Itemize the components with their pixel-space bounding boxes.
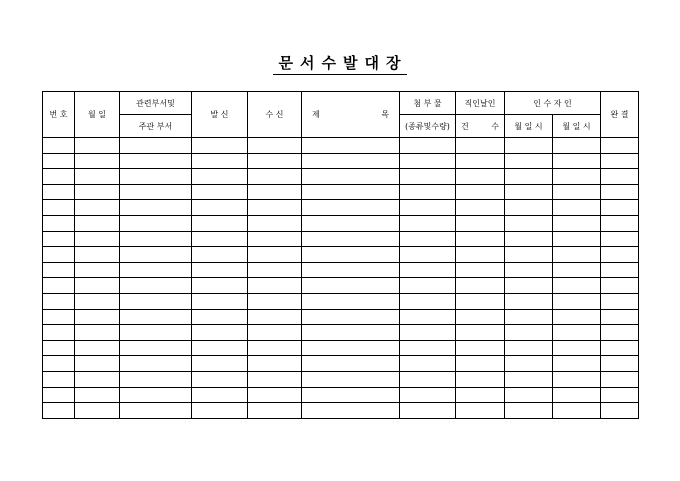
table-cell[interactable] [43,262,75,278]
table-cell[interactable] [400,231,456,247]
table-cell[interactable] [400,215,456,231]
table-cell[interactable] [601,262,639,278]
table-cell[interactable] [248,356,302,372]
table-cell[interactable] [43,184,75,200]
table-cell[interactable] [192,371,248,387]
table-cell[interactable] [302,340,400,356]
table-cell[interactable] [43,215,75,231]
table-cell[interactable] [75,387,120,403]
table-row [43,387,639,403]
table-cell[interactable] [553,231,601,247]
table-cell[interactable] [302,247,400,263]
table-row [43,231,639,247]
table-cell[interactable] [505,309,553,325]
table-cell[interactable] [553,340,601,356]
table-cell[interactable] [553,293,601,309]
table-cell[interactable] [302,153,400,169]
table-cell[interactable] [456,169,505,185]
table-cell[interactable] [43,278,75,294]
table-cell[interactable] [192,153,248,169]
table-row [43,247,639,263]
table-cell[interactable] [456,138,505,154]
table-cell[interactable] [192,247,248,263]
table-cell[interactable] [456,184,505,200]
table-cell[interactable] [553,403,601,419]
table-cell[interactable] [302,231,400,247]
table-cell[interactable] [601,278,639,294]
table-cell[interactable] [43,325,75,341]
table-cell[interactable] [302,371,400,387]
table-cell[interactable] [601,169,639,185]
table-row [43,403,639,419]
table-cell[interactable] [248,184,302,200]
table-cell[interactable] [505,184,553,200]
table-row [43,278,639,294]
table-row [43,356,639,372]
table-row [43,325,639,341]
table-cell[interactable] [248,138,302,154]
table-cell[interactable] [192,262,248,278]
table-cell[interactable] [120,247,192,263]
table-cell[interactable] [505,278,553,294]
header-date: 월 일 [75,92,120,138]
table-cell[interactable] [120,340,192,356]
table-cell[interactable] [505,200,553,216]
table-cell[interactable] [456,278,505,294]
table-cell[interactable] [120,293,192,309]
page-title: 문서수발대장 [0,52,680,73]
table-cell[interactable] [400,403,456,419]
table-cell[interactable] [248,262,302,278]
table-cell[interactable] [553,247,601,263]
table-cell[interactable] [601,403,639,419]
table-cell[interactable] [400,184,456,200]
header-seal-right: 수 [491,121,499,131]
table-cell[interactable] [248,371,302,387]
header-row-1 [43,92,639,115]
table-cell[interactable] [505,215,553,231]
table-cell[interactable] [400,340,456,356]
table-cell[interactable] [505,231,553,247]
table-cell[interactable] [75,356,120,372]
header-dept-line1: 관련부서및 [120,92,192,115]
table-cell[interactable] [248,169,302,185]
table-cell[interactable] [456,356,505,372]
table-cell[interactable] [302,403,400,419]
table-cell[interactable] [601,309,639,325]
table-cell[interactable] [120,371,192,387]
table-cell[interactable] [43,387,75,403]
table-row [43,215,639,231]
table-cell[interactable] [505,293,553,309]
table-cell[interactable] [43,371,75,387]
table-cell[interactable] [75,200,120,216]
table-cell[interactable] [120,200,192,216]
table-cell[interactable] [192,340,248,356]
table-cell[interactable] [456,262,505,278]
table-cell[interactable] [400,309,456,325]
header-subject-left: 제 [312,110,320,119]
table-cell[interactable] [75,403,120,419]
table-cell[interactable] [248,231,302,247]
table-cell[interactable] [553,262,601,278]
table-cell[interactable] [120,387,192,403]
table-cell[interactable] [120,138,192,154]
table-cell[interactable] [192,184,248,200]
table-cell[interactable] [505,403,553,419]
table-cell[interactable] [400,278,456,294]
table-row [43,200,639,216]
table-cell[interactable] [302,138,400,154]
table-cell[interactable] [75,215,120,231]
table-cell[interactable] [601,293,639,309]
header-dept-line2: 주관 부서 [120,115,192,138]
table-cell[interactable] [302,356,400,372]
table-cell[interactable] [192,325,248,341]
table-cell[interactable] [248,200,302,216]
table-cell[interactable] [400,169,456,185]
table-cell[interactable] [553,215,601,231]
header-receiver-person: 인 수 자 인 [505,92,601,115]
table-cell[interactable] [505,138,553,154]
table-cell[interactable] [456,325,505,341]
table-cell[interactable] [553,169,601,185]
table-cell[interactable] [302,262,400,278]
table-cell[interactable] [505,262,553,278]
table-row [43,340,639,356]
table-cell[interactable] [456,387,505,403]
table-cell[interactable] [400,325,456,341]
table-row [43,293,639,309]
table-cell[interactable] [43,200,75,216]
table-cell[interactable] [456,371,505,387]
table-cell[interactable] [75,184,120,200]
table-cell[interactable] [120,325,192,341]
table-cell[interactable] [302,184,400,200]
table-cell[interactable] [120,215,192,231]
header-attach-line1: 첨 부 물 [400,92,456,115]
table-cell[interactable] [302,200,400,216]
table-cell[interactable] [75,262,120,278]
table-cell[interactable] [192,200,248,216]
table-cell[interactable] [248,215,302,231]
header-approval: 완 결 [601,92,639,138]
table-cell[interactable] [400,371,456,387]
table-cell[interactable] [553,325,601,341]
table-cell[interactable] [302,278,400,294]
table-cell[interactable] [553,153,601,169]
table-cell[interactable] [400,200,456,216]
table-cell[interactable] [120,403,192,419]
table-cell[interactable] [505,387,553,403]
header-attach-line2: (종류및수량) [400,115,456,138]
table-cell[interactable] [601,231,639,247]
table-cell[interactable] [601,184,639,200]
table-cell[interactable] [120,231,192,247]
table-cell[interactable] [248,403,302,419]
table-cell[interactable] [302,169,400,185]
table-cell[interactable] [601,325,639,341]
table-cell[interactable] [192,215,248,231]
table-cell[interactable] [120,169,192,185]
table-cell[interactable] [400,356,456,372]
table-cell[interactable] [192,293,248,309]
table-cell[interactable] [400,387,456,403]
table-cell[interactable] [192,309,248,325]
table-cell[interactable] [75,293,120,309]
table-cell[interactable] [505,356,553,372]
table-cell[interactable] [456,293,505,309]
table-cell[interactable] [456,200,505,216]
table-cell[interactable] [400,247,456,263]
table-cell[interactable] [248,278,302,294]
table-cell[interactable] [400,262,456,278]
header-recv-datetime-1: 월 일 시 [505,115,553,138]
ledger-table [42,91,639,419]
table-cell[interactable] [601,200,639,216]
table-row [43,169,639,185]
table-cell[interactable] [43,169,75,185]
table-cell[interactable] [553,309,601,325]
table-cell[interactable] [120,262,192,278]
table-cell[interactable] [553,200,601,216]
table-cell[interactable] [248,309,302,325]
header-sender: 발 신 [192,92,248,138]
table-cell[interactable] [456,231,505,247]
table-row [43,138,639,154]
header-seal-line1: 직인날인 [456,92,505,115]
table-cell[interactable] [505,153,553,169]
table-cell[interactable] [601,387,639,403]
header-recv-datetime-2: 월 일 시 [553,115,601,138]
table-cell[interactable] [601,153,639,169]
table-cell[interactable] [43,309,75,325]
table-cell[interactable] [601,215,639,231]
table-cell[interactable] [456,215,505,231]
header-seal-line2 [456,115,505,138]
table-cell[interactable] [192,278,248,294]
table-cell[interactable] [601,371,639,387]
table-cell[interactable] [192,231,248,247]
table-cell[interactable] [553,371,601,387]
table-cell[interactable] [456,403,505,419]
table-cell[interactable] [601,356,639,372]
table-cell[interactable] [505,169,553,185]
table-cell[interactable] [75,231,120,247]
table-cell[interactable] [75,309,120,325]
table-cell[interactable] [75,325,120,341]
table-cell[interactable] [601,138,639,154]
table-cell[interactable] [302,325,400,341]
table-cell[interactable] [43,153,75,169]
table-cell[interactable] [248,325,302,341]
header-subject [302,92,400,138]
table-cell[interactable] [553,356,601,372]
table-cell[interactable] [248,153,302,169]
table-cell[interactable] [192,403,248,419]
table-row [43,371,639,387]
table-row [43,309,639,325]
table-cell[interactable] [302,387,400,403]
table-cell[interactable] [553,278,601,294]
table-cell[interactable] [601,247,639,263]
table-cell[interactable] [248,247,302,263]
table-cell[interactable] [400,138,456,154]
table-cell[interactable] [192,356,248,372]
table-cell[interactable] [43,293,75,309]
table-cell[interactable] [248,387,302,403]
table-cell[interactable] [75,278,120,294]
table-cell[interactable] [43,231,75,247]
table-cell[interactable] [43,138,75,154]
table-cell[interactable] [553,184,601,200]
table-cell[interactable] [456,340,505,356]
table-cell[interactable] [248,340,302,356]
table-cell[interactable] [43,247,75,263]
table-cell[interactable] [75,138,120,154]
table-cell[interactable] [120,153,192,169]
table-cell[interactable] [43,356,75,372]
table-cell[interactable] [553,387,601,403]
table-cell[interactable] [75,169,120,185]
header-seal-left: 건 [461,121,469,131]
table-cell[interactable] [75,247,120,263]
table-row [43,184,639,200]
table-cell[interactable] [601,340,639,356]
table-cell[interactable] [505,247,553,263]
table-cell[interactable] [75,371,120,387]
header-receiver: 수 신 [248,92,302,138]
table-cell[interactable] [120,309,192,325]
table-cell[interactable] [75,153,120,169]
header-number: 번 호 [43,92,75,138]
table-cell[interactable] [302,215,400,231]
table-cell[interactable] [120,278,192,294]
table-cell[interactable] [400,153,456,169]
table-cell[interactable] [43,340,75,356]
table-cell[interactable] [192,387,248,403]
header-subject-right: 목 [381,110,389,119]
table-cell[interactable] [248,293,302,309]
table-cell[interactable] [75,340,120,356]
table-cell[interactable] [43,403,75,419]
table-cell[interactable] [192,169,248,185]
table-cell[interactable] [120,356,192,372]
table-row [43,153,639,169]
table-cell[interactable] [505,340,553,356]
table-cell[interactable] [302,293,400,309]
table-cell[interactable] [302,309,400,325]
table-cell[interactable] [120,184,192,200]
table-cell[interactable] [456,247,505,263]
table-cell[interactable] [400,293,456,309]
table-cell[interactable] [192,138,248,154]
table-cell[interactable] [456,309,505,325]
table-cell[interactable] [456,153,505,169]
table-cell[interactable] [553,138,601,154]
table-cell[interactable] [505,371,553,387]
table-cell[interactable] [505,325,553,341]
table-row [43,262,639,278]
